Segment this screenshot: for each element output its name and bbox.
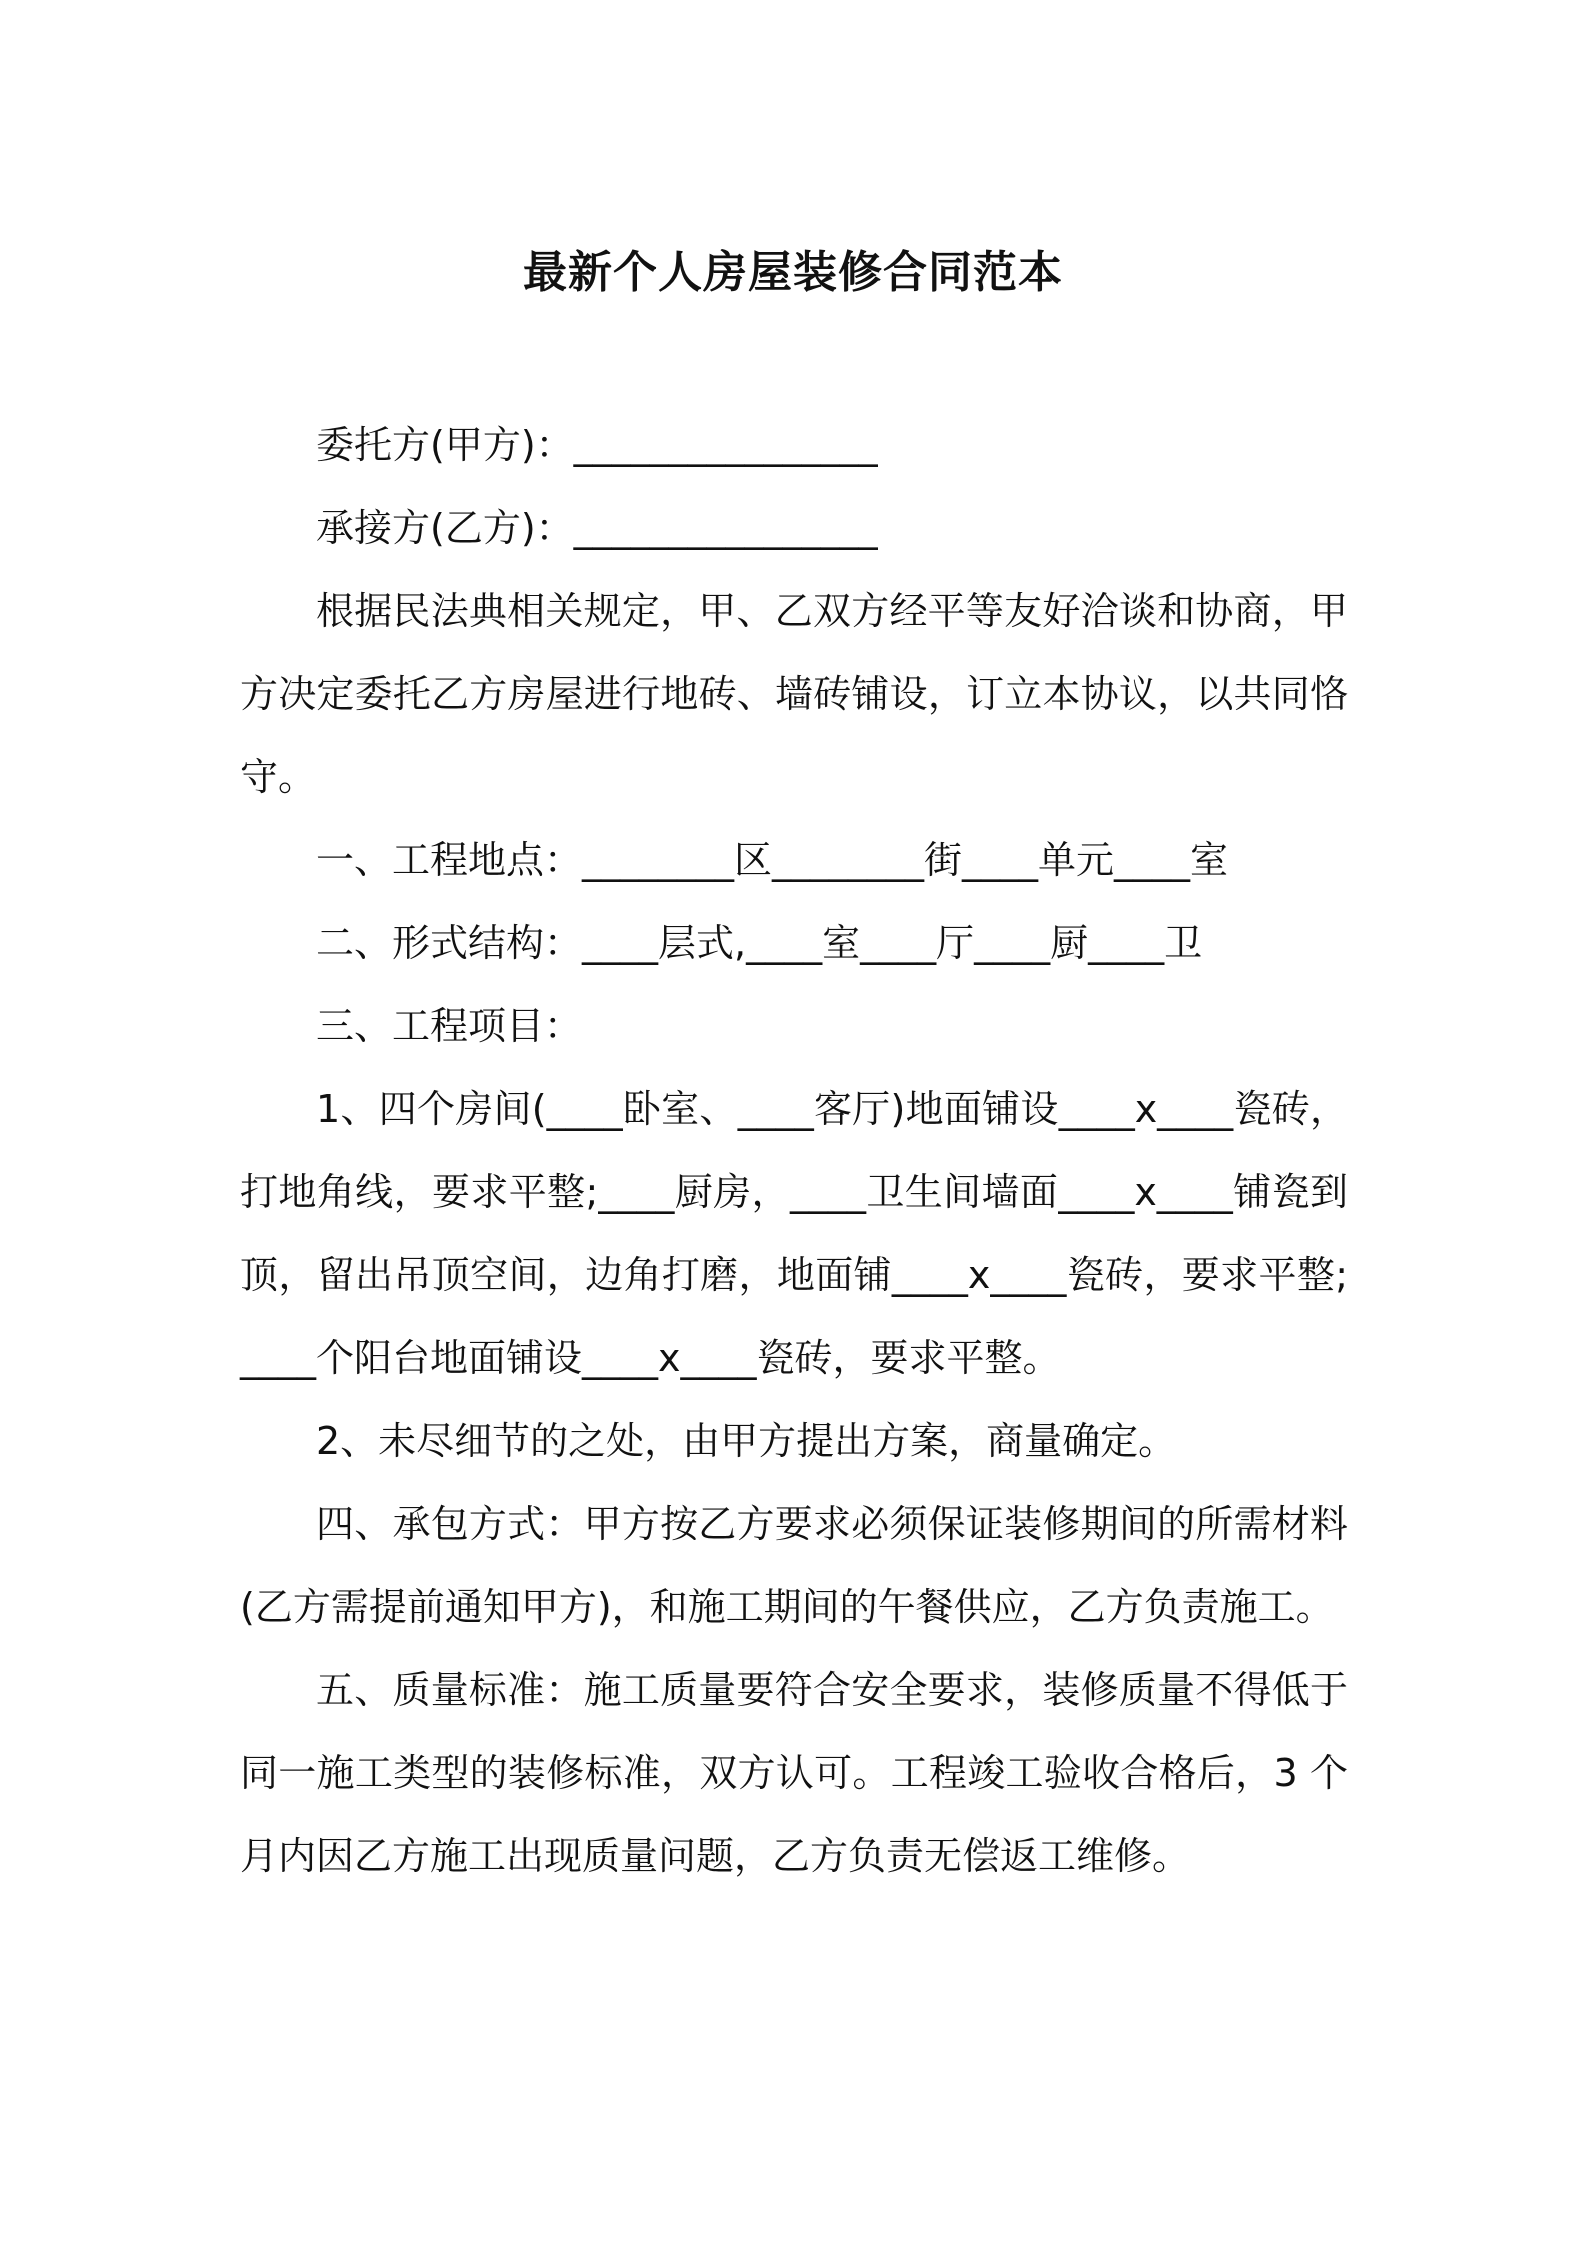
clause-project-item-2: 2、未尽细节的之处，由甲方提出方案，商量确定。 — [316, 1419, 1177, 1463]
party-b-line: 承接方(乙方)：________________ — [316, 506, 878, 550]
preamble-paragraph: 根据民法典相关规定，甲、乙双方经平等友好洽谈和协商，甲方决定委托乙方房屋进行地砖、墙砖铺设，订立本协议，以共同恪守。 — [240, 589, 1348, 799]
clause-contract-method: 四、承包方式：甲方按乙方要求必须保证装修期间的所需材料(乙方需提前通知甲方)，和施工期间的午餐供应，乙方负责施工。 — [240, 1502, 1348, 1629]
clause-quality-standard: 五、质量标准：施工质量要符合安全要求，装修质量不得低于同一施工类型的装修标准，双方认可。工程竣工验收合格后，3 个月内因乙方施工出现质量问题，乙方负责无偿返工维修。 — [240, 1668, 1348, 1878]
document-body — [240, 404, 1348, 1898]
clause-project-item-1: 1、四个房间(____卧室、____客厅)地面铺设____x____瓷砖，打地角线，要求平整;____厨房，____卫生间墙面____x____铺瓷到顶，留出吊顶空间，边角打磨，地面铺____x____瓷砖，要求平整;____个阳台地面铺设____x____瓷砖，要求平整。 — [240, 1087, 1348, 1380]
party-a-line: 委托方(甲方)：________________ — [316, 423, 878, 467]
clause-project-items-heading: 三、工程项目： — [316, 1004, 583, 1048]
document-title: 最新个人房屋装修合同范本 — [523, 247, 1063, 299]
clause-project-location: 一、工程地点：________区________街____单元____室 — [316, 838, 1229, 882]
clause-structure: 二、形式结构：____层式,____室____厅____厨____卫 — [316, 921, 1203, 965]
